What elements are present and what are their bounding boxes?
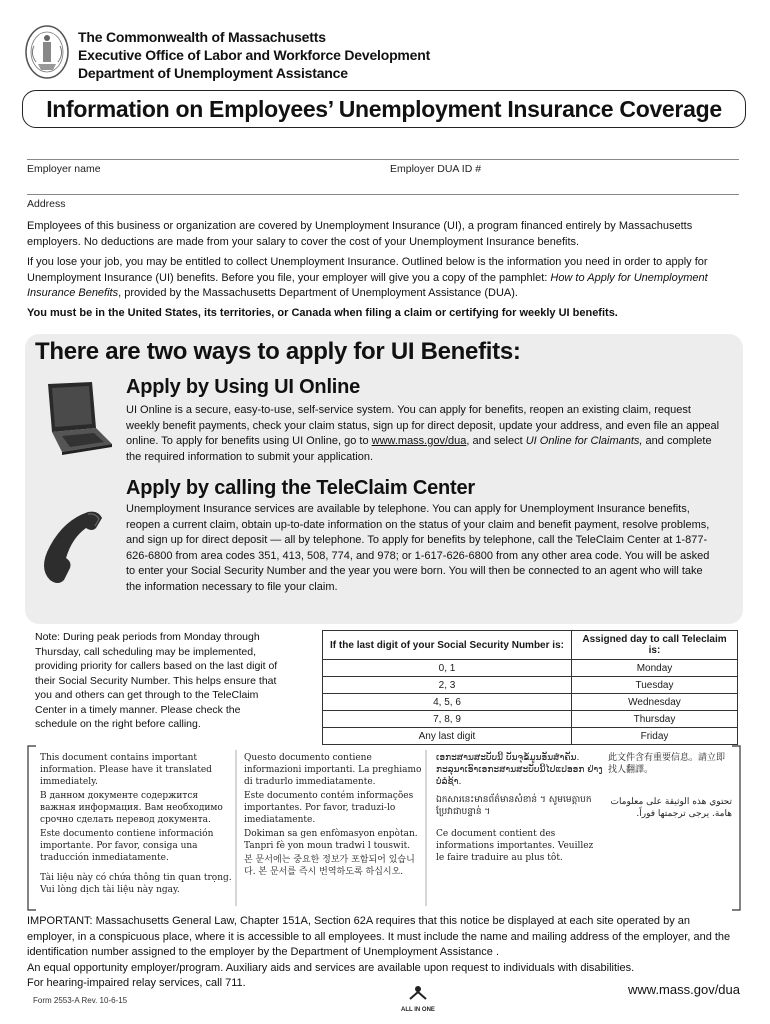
apply-heading: There are two ways to apply for UI Benefits: <box>35 338 521 365</box>
table-row: 4, 5, 6 Wednesday <box>323 694 738 711</box>
employer-line <box>27 159 739 160</box>
dua-website-link[interactable]: www.mass.gov/dua <box>371 435 467 447</box>
table-row: 2, 3 Tuesday <box>323 677 738 694</box>
laptop-icon <box>32 380 116 458</box>
translations-column-4: 此文件含有重要信息。請立即找人翻譯。 تحتوي هذه الوثيقة على معلومات هامة. يرجى ترجمتها فوراً. <box>608 753 732 819</box>
all-in-one-logo: ALL IN ONE <box>392 985 444 1015</box>
peak-period-note: Note: During peak periods from Monday through Thursday, call scheduling may be implemented, providing priority for callers based on the last digit of their Social Security Number. This helps ensure that you and others can get through to the TeleClaim Center in a timely manner. Please check the schedule on the right before calling. <box>35 631 278 730</box>
employer-name-label: Employer name <box>27 163 101 175</box>
title-banner <box>22 90 746 128</box>
teleclaim-description: Unemployment Insurance services are available by telephone. You can apply for Unemployment Insurance benefits, reopen a current claim, obtain up-to-date information on the status of your claim and benefit payment, resolve problems, and sign up for direct deposit — all by telephone. To apply for benefits by telephone, call the TeleClaim Center at 1-877-626-6800 from area codes 351, 413, 508, 774, and 978; or 1-617-626-6800 from any other area code. You will be asked to enter your Social Security Number and the year you were born. You will then be connected to an agent who will take the information necessary to file your claim. <box>126 503 710 593</box>
online-description: UI Online is a secure, easy-to-use, self-service system. You can apply for benefits, reopen an existing claim, request weekly benefit payments, check your claim status, sign up for direct deposit, update your address, and even file an appeal online. To apply for benefits using UI Online, go to www.mass.gov/dua, and select UI Online for Claimants, and complete the required information to submit your application. <box>126 404 720 463</box>
employer-dua-label: Employer DUA ID # <box>390 163 482 175</box>
address-line <box>27 194 739 195</box>
form-number: Form 2553-A Rev. 10-6-15 <box>33 996 128 1005</box>
online-title: Apply by Using UI Online <box>126 376 361 398</box>
agency-line-2: Executive Office of Labor and Workforce Development <box>78 47 431 63</box>
translations-column-1: This document contains important information. Please have it translated immediately. В данном документе содержится важная информация. Вам необходимо срочно сделать перевод документа. Este documento contiene información importante. Por favor, consiga una traducción inmediatamente. Tài liệu này có chứa thông tin quan trọng. Vui lòng dịch tài liệu này ngay. <box>40 753 232 895</box>
logo-figure-icon <box>392 985 444 1001</box>
equal-opportunity-statement: An equal opportunity employer/program. Auxiliary aids and services are available upon request to individuals with disabilities. <box>27 962 635 974</box>
table-row: Any last digit Friday <box>323 728 738 745</box>
table-row: 7, 8, 9 Thursday <box>323 711 738 728</box>
telephone-handset-icon <box>36 508 106 588</box>
translations-column-2: Questo documento contiene informazioni importanti. La preghiamo di tradurlo immediatamente. Este documento contém informações importantes. Por favor, traduzi-lo imediatamente. Dokiman sa gen enfòmasyon enpòtan. Tanpri fè yon moun tradwi l touswit. 본 문서에는 중요한 정보가 포함되어 있습니다. 본 문서를 즉시 번역하도록 하십시오. <box>244 753 422 877</box>
relay-service-statement: For hearing-impaired relay services, call 711. <box>27 977 246 989</box>
intro-paragraph-1: Employees of this business or organization are covered by Unemployment Insurance (UI), a program financed entirely by Massachusetts employers. No deductions are made from your salary to cover the cost of your Unemployment Insurance benefits. <box>27 220 693 248</box>
agency-line-1: The Commonwealth of Massachusetts <box>78 29 326 45</box>
table-header-day: Assigned day to call Teleclaim is: <box>572 631 738 660</box>
location-requirement: You must be in the United States, its territories, or Canada when filing a claim or certifying for weekly UI benefits. <box>27 307 618 319</box>
table-row: 0, 1 Monday <box>323 660 738 677</box>
table-header-ssn: If the last digit of your Social Security Number is: <box>323 631 572 660</box>
address-label: Address <box>27 198 66 210</box>
agency-line-3: Department of Unemployment Assistance <box>78 65 348 81</box>
massachusetts-seal-icon <box>24 24 70 80</box>
translations-column-3: ເອກະສານສະບັບນີ້ ບັນຈຸຂໍ້ມູນອັນສຳຄັນ. ກະລຸນາເອົາເອກະສານສະບັບນີ້ໄປແປອອກ ຢ່າງບໍ່ລໍຊ້າ. ឯកសារនេះមានព័ត៌មានសំខាន់ ។ សូមមេត្តាបកប្រែវាជាបន្ទាន់ ។ Ce document contient des informations importantes. Veuillez le faire traduire au plus tôt. <box>436 753 603 863</box>
website-url[interactable]: www.mass.gov/dua <box>628 982 740 997</box>
intro-paragraph-2: If you lose your job, you may be entitled to collect Unemployment Insurance. Outlined below is the information you need in order to apply for Unemployment Insurance (UI) benefits. Before you file, your employer will give you a copy of the pamphlet: How to Apply for Unemployment Insurance Benefits, provided by the Massachusetts Department of Unemployment Assistance (DUA). <box>27 256 708 299</box>
page-title: Information on Employees’ Unemployment Insurance Coverage <box>46 95 722 122</box>
call-schedule-table <box>322 630 738 745</box>
teleclaim-title: Apply by calling the TeleClaim Center <box>126 477 475 499</box>
important-legal-notice: IMPORTANT: Massachusetts General Law, Chapter 151A, Section 62A requires that this notice be displayed at each site operated by an employer, in a conspicuous place, where it is accessible to all employees. It must include the name and mailing address of the employer, and the identification number assigned to the employer by the Department of Unemployment Assistance . <box>27 915 731 958</box>
